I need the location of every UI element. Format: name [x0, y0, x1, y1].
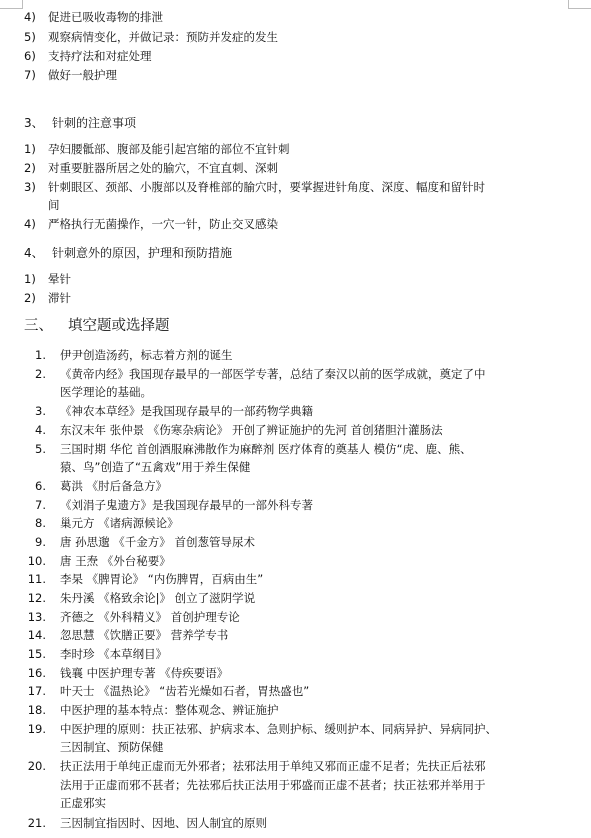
item-text: 李时珍 《本草纲目》 [60, 647, 168, 661]
item-text: 三国时期 华佗 首创酒服麻沸散作为麻醉剂 医疗体育的奠基人 模仿“虎、鹿、熊、 [60, 442, 472, 456]
item-number: 15. [27, 647, 46, 661]
item-number: 2. [35, 367, 46, 381]
list-item-number: 2) [24, 161, 36, 175]
item-number: 14. [27, 628, 46, 642]
item-text: 《神农本草经》是我国现存最早的一部药物学典籍 [60, 404, 313, 418]
item-number: 8. [35, 516, 46, 530]
item-number: 17. [27, 684, 46, 698]
item-text: 《黄帝内经》我国现存最早的一部医学专著，总结了秦汉以前的医学成就，奠定了中 [60, 367, 486, 381]
page-corner-mark-right [568, 0, 591, 9]
item-number: 10. [27, 554, 46, 568]
item-number: 19. [27, 722, 46, 736]
list-item-text: 孕妇腰骶部、腹部及能引起宫缩的部位不宜针刺 [48, 142, 290, 156]
item-number: 13. [27, 610, 46, 624]
section-title: 针刺意外的原因，护理和预防措施 [52, 246, 233, 260]
item-text: 唐 孙思邈 《千金方》 首创葱管导尿术 [60, 535, 255, 549]
list-item-number: 3) [24, 180, 36, 194]
item-text: 朱丹溪 《格致余论|》 创立了滋阴学说 [60, 591, 256, 605]
list-item-number: 1) [24, 272, 36, 286]
list-item-number: 4) [24, 217, 36, 231]
section-number: 3、 [24, 116, 44, 130]
item-text: 葛洪 《肘后备急方》 [60, 479, 168, 493]
item-text: 伊尹创造汤药，标志着方剂的诞生 [60, 348, 233, 362]
item-number: 1. [35, 348, 46, 362]
part-title: 填空题或选择题 [68, 318, 170, 334]
part-number: 三、 [24, 318, 53, 334]
item-text: 三因制宜、预防保健 [60, 740, 164, 754]
page-corner-mark-left [0, 0, 23, 9]
list-item-number: 5) [24, 30, 36, 44]
item-text: 中医护理的基本特点：整体观念、辨证施护 [60, 703, 279, 717]
item-number: 12. [27, 591, 46, 605]
item-text: 叶天士 《温热论》 “齿若光燥如石者，胃热盛也” [60, 684, 310, 698]
item-number: 4. [35, 423, 46, 437]
list-item-text: 支持疗法和对症处理 [48, 49, 152, 63]
item-text: 《刘涓子鬼遗方》是我国现存最早的一部外科专著 [60, 498, 313, 512]
list-item-text: 对重要脏器所居之处的腧穴，不宜直刺、深刺 [48, 161, 278, 175]
list-item-text: 做好一般护理 [48, 68, 117, 82]
list-item-number: 1) [24, 142, 36, 156]
item-number: 16. [27, 666, 46, 680]
item-number: 9. [35, 535, 46, 549]
item-text: 扶正法用于单纯正虚而无外邪者；祛邪法用于单纯又邪而正虚不足者；先扶正后祛邪 [60, 759, 486, 773]
item-text: 钱襄 中医护理专著 《侍疾要语》 [60, 666, 229, 680]
section-number: 4、 [24, 246, 44, 260]
item-number: 18. [27, 703, 46, 717]
list-item-text: 间 [48, 198, 60, 212]
item-number: 3. [35, 404, 46, 418]
item-text: 猿、鸟”创造了“五禽戏”用于养生保健 [60, 460, 251, 474]
item-text: 唐 王焘 《外台秘要》 [60, 554, 171, 568]
item-text: 李杲 《脾胃论》 “内伤脾胃，百病由生” [60, 572, 264, 586]
list-item-number: 7) [24, 68, 36, 82]
list-item-text: 促进已吸收毒物的排泄 [48, 10, 163, 24]
list-item-text: 晕针 [48, 272, 71, 286]
item-number: 11. [27, 572, 46, 586]
item-number: 20. [27, 759, 46, 773]
list-item-text: 滞针 [48, 291, 71, 305]
item-text: 法用于正虚而邪不甚者；先祛邪后扶正法用于邪盛而正虚不甚者；扶正祛邪并举用于 [60, 778, 486, 792]
section-title: 针刺的注意事项 [52, 116, 137, 130]
list-item-number: 4) [24, 10, 36, 24]
list-item-number: 2) [24, 291, 36, 305]
item-number: 5. [35, 442, 46, 456]
item-text: 巢元方 《诸病源候论》 [60, 516, 179, 530]
list-item-text: 观察病情变化，并做记录：预防并发症的发生 [48, 30, 278, 44]
item-text: 正虚邪实 [60, 796, 106, 810]
item-text: 东汉末年 张仲景 《伤寒杂病论》 开创了辨证施护的先河 首创猪胆汁灌肠法 [60, 423, 443, 437]
item-text: 中医护理的原则：扶正祛邪、护病求本、急则护标、缓则护本、同病异护、异病同护、 [60, 722, 497, 736]
list-item-number: 6) [24, 49, 36, 63]
list-item-text: 针刺眼区、颈部、小腹部以及脊椎部的腧穴时，要掌握进针角度、深度、幅度和留针时 [48, 180, 485, 194]
item-text: 忽思慧 《饮膳正要》 营养学专书 [60, 628, 229, 642]
item-text: 三因制宜指因时、因地、因人制宜的原则 [60, 816, 267, 830]
item-number: 21. [27, 816, 46, 830]
item-text: 齐德之 《外科精义》 首创护理专论 [60, 610, 240, 624]
item-number: 6. [35, 479, 46, 493]
item-number: 7. [35, 498, 46, 512]
item-text: 医学理论的基础。 [60, 385, 152, 399]
list-item-text: 严格执行无菌操作，一穴一针，防止交叉感染 [48, 217, 278, 231]
